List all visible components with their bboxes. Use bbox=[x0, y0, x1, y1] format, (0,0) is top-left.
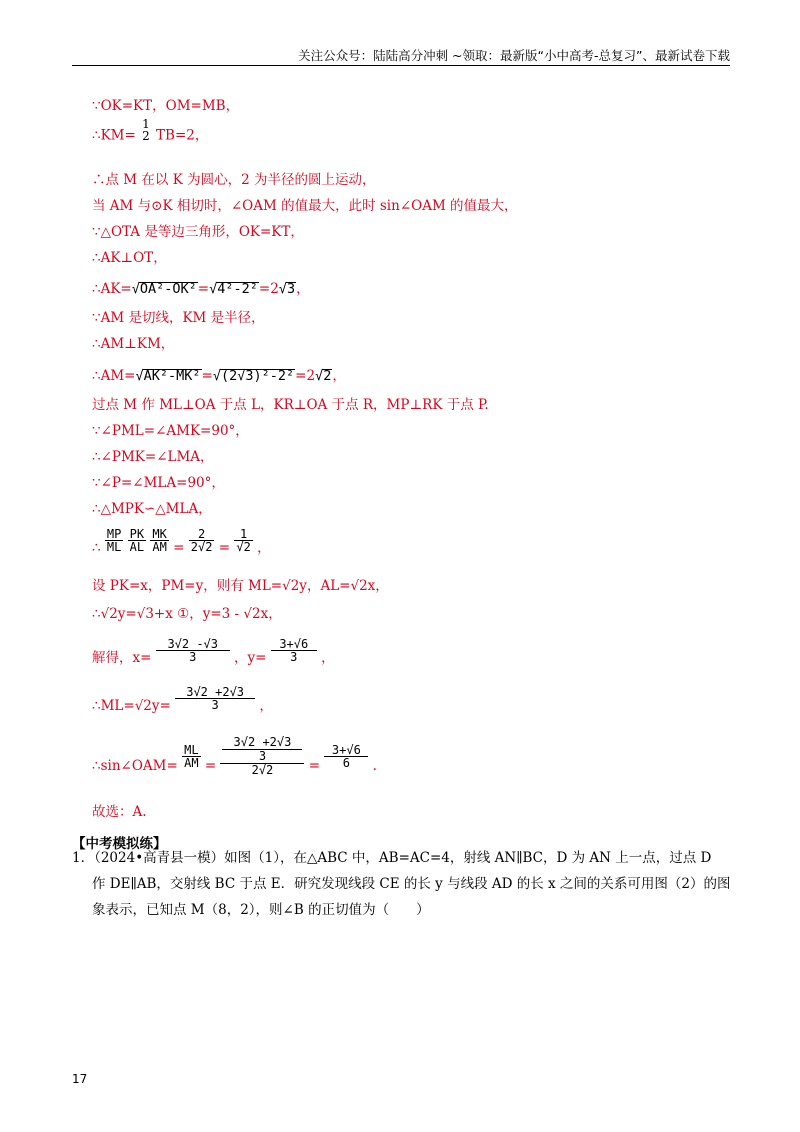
denominator: 3 bbox=[175, 698, 255, 711]
question-line-2: 作 DE∥AB，交射线 BC 于点 E．研究发现线段 CE 的长 y 与线段 AD 的长 x 之间的关系可用图（2）的图 bbox=[92, 876, 731, 892]
solution-line-21 bbox=[92, 736, 377, 776]
text: ∴ML=√2y= bbox=[92, 698, 171, 714]
numerator: 3+√6 bbox=[331, 742, 361, 757]
solution-line-19 bbox=[92, 637, 335, 666]
inner-denominator: 3 bbox=[222, 749, 302, 763]
solution-line-16 bbox=[92, 527, 271, 556]
solution-line-6: ∴AK⊥OT， bbox=[92, 250, 167, 266]
numerator: 1 bbox=[239, 527, 248, 541]
solution-line-12: ∵∠PML=∠AMK=90°， bbox=[92, 423, 249, 439]
denominator: 3 bbox=[156, 650, 230, 663]
header-divider bbox=[72, 65, 730, 66]
sqrt-sign: √ bbox=[131, 281, 140, 297]
solution-line-15: ∴△MPK∽△MLA， bbox=[92, 501, 212, 517]
fraction-2-2root2 bbox=[189, 528, 215, 553]
solution-line-18: ∴√2y=√3+x ①，y=3 - √2x， bbox=[92, 606, 282, 622]
radicand: (2√3)²-2² bbox=[220, 368, 295, 384]
solution-line-22: 故选：A. bbox=[92, 804, 147, 820]
radicand: 2 bbox=[323, 368, 332, 384]
text: ， bbox=[296, 281, 310, 297]
numerator: MP bbox=[106, 527, 122, 541]
question-line-3: 象表示，已知点 M（8，2），则∠B 的正切值为（ ） bbox=[92, 902, 430, 918]
text: = bbox=[218, 540, 231, 556]
fraction-half bbox=[140, 118, 152, 142]
solution-line-20 bbox=[92, 685, 273, 714]
fraction-x bbox=[156, 638, 230, 663]
denominator: 6 bbox=[324, 756, 368, 769]
denominator: √2 bbox=[236, 540, 251, 554]
question-line-1: 1．（2024•高青县一模）如图（1），在△ABC 中，AB=AC=4，射线 AN∥BC，D 为 AN 上一点，过点 D bbox=[72, 850, 712, 866]
page-header: 关注公众号：陆陆高分冲刺 ~领取：最新版“小中高考-总复习”、最新试卷下载 bbox=[298, 48, 730, 63]
numerator: PK bbox=[129, 527, 145, 541]
solution-line-7 bbox=[92, 282, 310, 297]
solution-line-2 bbox=[92, 117, 209, 148]
solution-line-14: ∵∠P=∠MLA=90°， bbox=[92, 475, 225, 491]
sqrt-sign: √ bbox=[135, 368, 144, 384]
denominator: AM bbox=[184, 755, 199, 770]
fraction-y bbox=[271, 638, 317, 663]
text: ， bbox=[259, 698, 273, 714]
solution-line-3: ∴点 M 在以 K 为圆心，2 为半径的圆上运动， bbox=[92, 172, 376, 188]
solution-line-1: ∵OK=KT，OM=MB， bbox=[92, 98, 240, 114]
complex-fraction bbox=[220, 736, 304, 776]
radicand: 4²-2² bbox=[217, 281, 258, 297]
fraction-result bbox=[324, 744, 368, 769]
denominator: ML bbox=[106, 540, 122, 554]
solution-line-10 bbox=[92, 369, 346, 384]
sqrt-sign: √ bbox=[212, 368, 221, 384]
text: ， bbox=[332, 368, 346, 384]
sqrt-sign: √ bbox=[209, 281, 218, 297]
text: ∴ bbox=[92, 540, 101, 556]
sqrt-sign: √ bbox=[315, 368, 324, 384]
denominator: 3 bbox=[271, 650, 317, 663]
fraction-pk-al bbox=[128, 528, 146, 553]
text: = bbox=[204, 757, 217, 774]
solution-line-4: 当 AM 与⊙K 相切时，∠OAM 的值最大，此时 sin∠OAM 的值最大， bbox=[92, 198, 518, 214]
radicand: OA²-OK² bbox=[139, 281, 197, 297]
text: ， bbox=[321, 650, 335, 666]
text: ∴KM= bbox=[92, 127, 136, 144]
solution-line-5: ∵△OTA 是等边三角形，OK=KT， bbox=[92, 224, 304, 240]
numerator: 3√2 -√3 bbox=[167, 637, 219, 651]
solution-line-17: 设 PK=x，PM=y，则有 ML=√2y，AL=√2x， bbox=[92, 578, 389, 594]
text: ∴AK= bbox=[92, 281, 132, 297]
text: TB=2， bbox=[156, 127, 209, 144]
denominator: 2√2 bbox=[220, 763, 304, 776]
solution-line-9: ∴AM⊥KM， bbox=[92, 336, 175, 352]
text: = bbox=[201, 368, 213, 384]
text: = bbox=[308, 757, 321, 774]
numerator bbox=[220, 736, 304, 763]
numerator: 1 bbox=[142, 117, 150, 131]
denominator: AL bbox=[129, 540, 145, 554]
text: ∴sin∠OAM= bbox=[92, 757, 178, 774]
text: ， bbox=[257, 540, 271, 556]
numerator: 2 bbox=[197, 527, 206, 541]
solution-line-8: ∵AM 是切线，KM 是半径， bbox=[92, 310, 265, 326]
text: =2 bbox=[258, 281, 279, 297]
denominator: AM bbox=[152, 540, 167, 554]
fraction-mp-ml bbox=[105, 528, 123, 553]
radicand: 3 bbox=[286, 281, 296, 297]
numerator: MK bbox=[152, 527, 167, 541]
fraction-ml-am bbox=[182, 744, 200, 769]
inner-numerator: 3√2 +2√3 bbox=[233, 735, 292, 749]
text: = bbox=[197, 281, 210, 297]
page-number: 17 bbox=[72, 1072, 88, 1086]
numerator: ML bbox=[184, 742, 199, 757]
text: . bbox=[372, 757, 377, 774]
radicand: AK²-MK² bbox=[143, 368, 201, 384]
text: ∴AM= bbox=[92, 368, 136, 384]
section-title: 【中考模拟练】 bbox=[72, 836, 167, 852]
denominator: 2 bbox=[142, 129, 150, 143]
solution-line-11: 过点 M 作 ML⊥OA 于点 L，KR⊥OA 于点 R，MP⊥RK 于点 P. bbox=[92, 397, 489, 413]
text: ，y= bbox=[234, 650, 267, 666]
fraction-ml bbox=[175, 686, 255, 711]
fraction-1-root2 bbox=[234, 528, 252, 553]
text: = bbox=[173, 540, 185, 556]
numerator: 3√2 +2√3 bbox=[186, 685, 245, 699]
text: =2 bbox=[295, 368, 316, 384]
numerator: 3+√6 bbox=[279, 637, 309, 651]
solution-line-13: ∴∠PMK=∠LMA， bbox=[92, 449, 214, 465]
text: 解得，x= bbox=[92, 650, 152, 666]
sqrt-sign: √ bbox=[278, 281, 287, 297]
fraction-mk-am bbox=[150, 528, 168, 553]
denominator: 2√2 bbox=[190, 540, 213, 554]
